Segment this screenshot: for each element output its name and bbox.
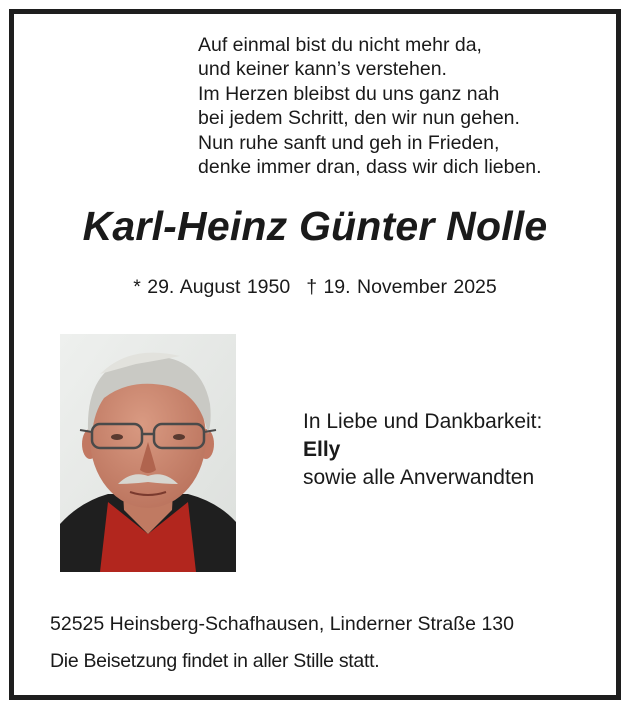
poem-line: Im Herzen bleibst du uns ganz nah (198, 82, 500, 105)
mourners-names: Elly (303, 438, 341, 461)
birth-date: * 29. August 1950 (133, 276, 291, 298)
mourners-others: sowie alle Anverwandten (303, 466, 535, 489)
poem-line: Nun ruhe sanft und geh in Frieden, (198, 131, 500, 154)
portrait-photo (60, 334, 236, 572)
poem-line: Auf einmal bist du nicht mehr da, (198, 34, 482, 56)
deceased-name: Karl-Heinz Günter Nolle (82, 203, 548, 249)
poem-line: bei jedem Schritt, den wir nun gehen. (198, 107, 520, 130)
poem (198, 33, 542, 179)
death-date: † 19. November 2025 (306, 276, 497, 298)
life-dates (0, 276, 630, 299)
poem-line: und keiner kann’s verstehen. (198, 58, 447, 81)
mourners-intro: In Liebe und Dankbarkeit: (303, 410, 543, 433)
poem-line: denke immer dran, dass wir dich lieben. (198, 156, 542, 179)
burial-note: Die Beisetzung findet in aller Stille statt. (50, 650, 380, 672)
mourners-block (303, 408, 542, 492)
address: 52525 Heinsberg-Schafhausen, Linderner Straße 130 (50, 613, 514, 635)
